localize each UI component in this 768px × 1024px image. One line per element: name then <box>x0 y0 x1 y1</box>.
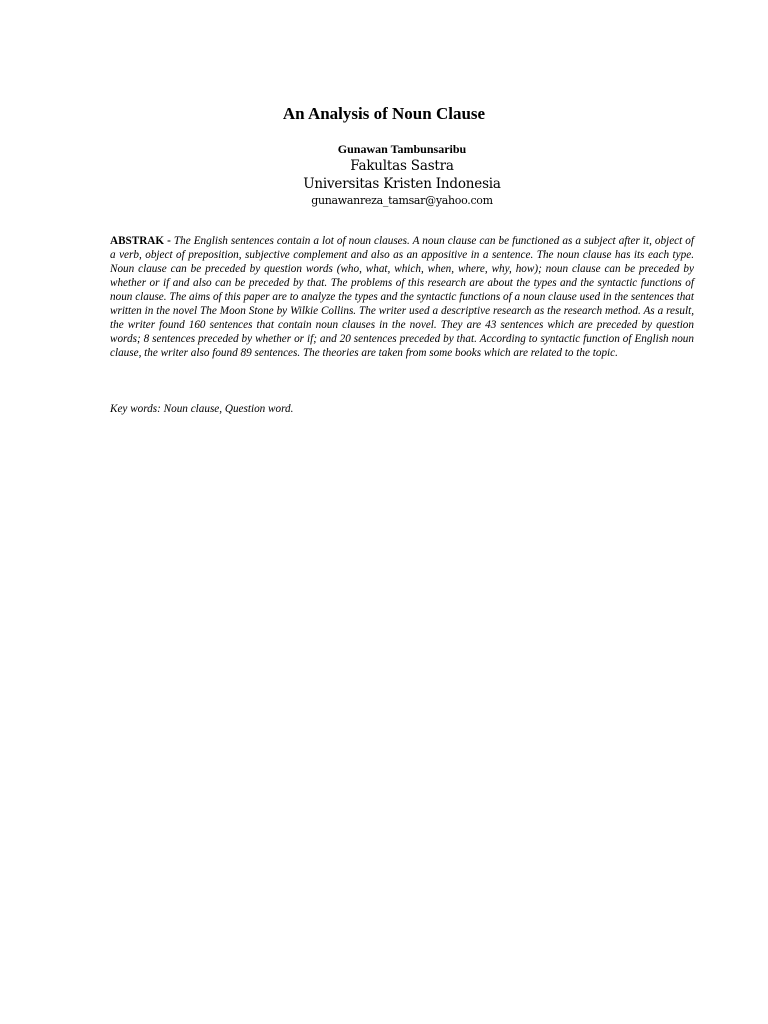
abstract <box>110 234 694 360</box>
paper-title: An Analysis of Noun Clause <box>282 104 486 123</box>
keywords: Key words: Noun clause, Question word. <box>110 403 294 415</box>
author-name: Gunawan Tambunsaribu <box>337 142 467 156</box>
author-email: gunawanreza_tamsar@yahoo.com <box>311 194 493 207</box>
author-block <box>0 142 768 208</box>
abstract-text: The English sentences contain a lot of noun clauses. A noun clause can be functioned as a subject after it, object of a verb, object of preposition, subjective complement and also as an appositive in a sentence. The noun clause has its each type. Noun clause can be preceded by question words (who, what, which, when, where, why, how); noun clause can be preceded by whether or if and also can be preceded by that. The problems of this research are about the types and the syntactic functions of noun clause. The aims of this paper are to analyze the types and the syntactic functions of a noun clause used in the sentences that written in the novel The Moon Stone by Wilkie Collins. The writer used a descriptive research as the research method. As a result, the writer found 160 sentences that contain noun clauses in the novel. They are 43 sentences which are preceded by question words; 8 sentences preceded by whether or if; and 20 sentences preceded by that. According to syntactic function of English noun clause, the writer also found 89 sentences. The theories are taken from some books which are related to the topic. <box>110 235 694 359</box>
university-name: Universitas Kristen Indonesia <box>303 176 501 192</box>
faculty-name: Fakultas Sastra <box>350 158 454 174</box>
abstract-label: ABSTRAK - <box>110 235 174 247</box>
